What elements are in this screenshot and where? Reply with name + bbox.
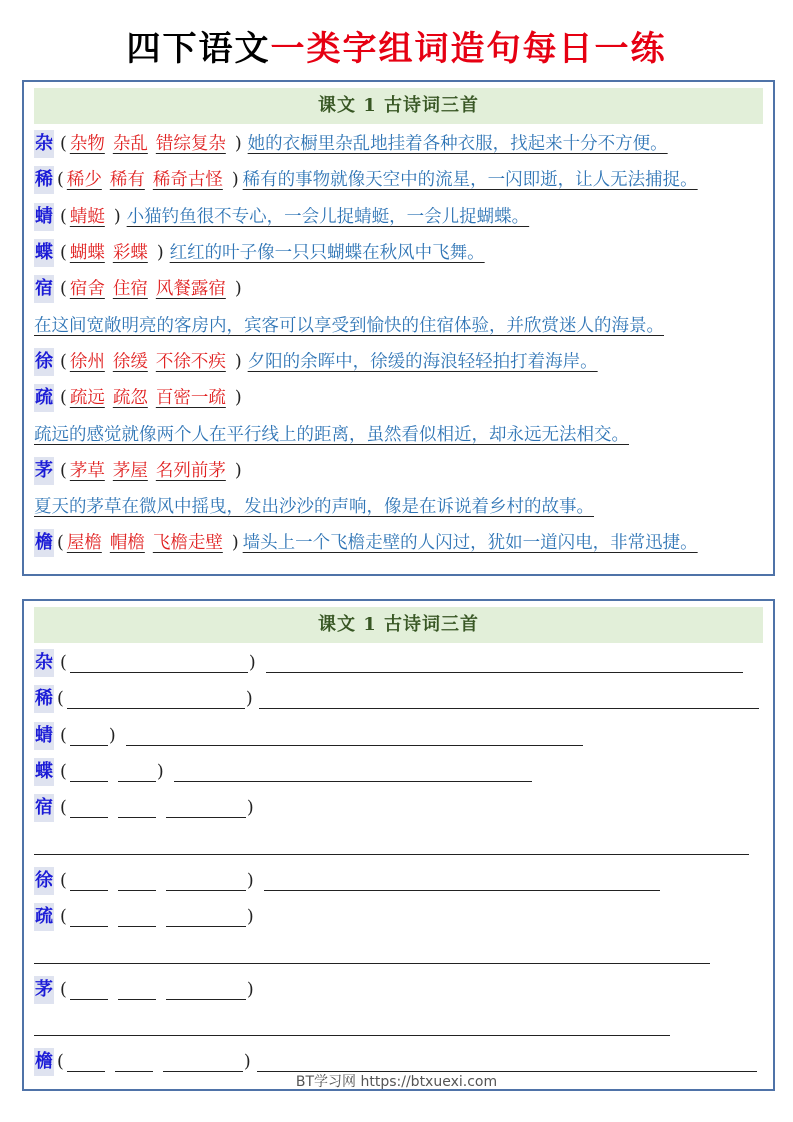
close-paren: ) bbox=[234, 460, 242, 481]
target-char: 檐 bbox=[34, 529, 54, 557]
watermark: BT学习网 https://btxuexi.com bbox=[295, 1074, 498, 1090]
open-paren: ( bbox=[60, 798, 67, 819]
word-blank[interactable] bbox=[118, 871, 156, 891]
word-blank[interactable] bbox=[70, 907, 108, 927]
word: 屋檐 bbox=[66, 533, 102, 554]
word-blank[interactable] bbox=[166, 871, 246, 891]
practice-row-qing bbox=[34, 718, 763, 754]
target-char: 宿 bbox=[34, 275, 54, 303]
example-sentence: 小猫钓鱼很不专心，一会儿捉蜻蜓，一会儿捉蝴蝶。 bbox=[126, 206, 530, 227]
target-char: 蜻 bbox=[34, 722, 54, 750]
target-char: 疏 bbox=[34, 384, 54, 412]
word: 不徐不疾 bbox=[155, 351, 226, 372]
word-blank[interactable] bbox=[166, 980, 246, 1000]
open-paren: ( bbox=[60, 351, 67, 372]
word: 蝴蝶 bbox=[69, 243, 105, 264]
open-paren: ( bbox=[60, 134, 67, 155]
sentence-blank[interactable] bbox=[34, 835, 749, 855]
practice-row-mao bbox=[34, 972, 763, 1008]
practice-row-su bbox=[34, 790, 763, 826]
answer-row-xi bbox=[34, 162, 763, 198]
answer-row-mao bbox=[34, 453, 763, 489]
target-char: 稀 bbox=[34, 166, 54, 194]
word: 住宿 bbox=[112, 279, 148, 300]
word-blank[interactable] bbox=[70, 798, 108, 818]
close-paren: ) bbox=[234, 351, 242, 372]
answer-row-su bbox=[34, 271, 763, 307]
close-paren: ) bbox=[231, 170, 239, 191]
target-char: 疏 bbox=[34, 903, 54, 931]
target-char: 蝶 bbox=[34, 758, 54, 786]
target-char: 徐 bbox=[34, 348, 54, 376]
close-paren: ) bbox=[234, 134, 242, 155]
close-paren: ) bbox=[248, 653, 256, 674]
word-blank[interactable] bbox=[115, 1052, 153, 1072]
open-paren: ( bbox=[57, 170, 64, 191]
word: 飞檐走壁 bbox=[152, 533, 223, 554]
word: 茅草 bbox=[69, 460, 105, 481]
target-char: 稀 bbox=[34, 685, 54, 713]
word-blank[interactable] bbox=[118, 980, 156, 1000]
answer-sentence-row-shu bbox=[34, 416, 763, 452]
words-blank[interactable] bbox=[67, 689, 245, 709]
title-grade: 四下语文 bbox=[126, 29, 271, 69]
answer-row-za bbox=[34, 126, 763, 162]
word: 徐州 bbox=[69, 351, 105, 372]
word: 彩蝶 bbox=[112, 243, 148, 264]
practice-sentence-row-mao bbox=[34, 1008, 763, 1044]
practice-row-die bbox=[34, 754, 763, 790]
word: 稀奇古怪 bbox=[152, 170, 223, 191]
close-paren: ) bbox=[246, 979, 254, 1000]
close-paren: ) bbox=[234, 388, 242, 409]
word: 杂物 bbox=[69, 134, 105, 155]
close-paren: ) bbox=[156, 243, 164, 264]
example-sentence: 在这间宽敞明亮的客房内，宾客可以享受到愉快的住宿体验，并欣赏迷人的海景。 bbox=[34, 315, 664, 336]
word: 风餐露宿 bbox=[155, 279, 226, 300]
sentence-blank[interactable] bbox=[34, 1016, 670, 1036]
open-paren: ( bbox=[60, 206, 67, 227]
open-paren: ( bbox=[57, 689, 64, 710]
close-paren: ) bbox=[243, 1052, 251, 1073]
open-paren: ( bbox=[60, 907, 67, 928]
target-char: 宿 bbox=[34, 794, 54, 822]
close-paren: ) bbox=[108, 725, 116, 746]
word-blank[interactable] bbox=[118, 907, 156, 927]
open-paren: ( bbox=[60, 279, 67, 300]
word: 疏远 bbox=[69, 388, 105, 409]
word-blank[interactable] bbox=[118, 798, 156, 818]
target-char: 徐 bbox=[34, 867, 54, 895]
example-sentence: 墙头上一个飞檐走壁的人闪过，犹如一道闪电，非常迅捷。 bbox=[242, 533, 698, 554]
example-sentence: 她的衣橱里杂乱地挂着各种衣服，找起来十分不方便。 bbox=[247, 134, 668, 155]
word-blank[interactable] bbox=[67, 1052, 105, 1072]
practice-panel bbox=[22, 599, 775, 1091]
practice-row-shu bbox=[34, 899, 763, 935]
sentence-blank[interactable] bbox=[266, 653, 743, 673]
close-paren: ) bbox=[231, 533, 239, 554]
sentence-blank[interactable] bbox=[257, 1052, 757, 1072]
sentence-blank[interactable] bbox=[174, 762, 532, 782]
word: 徐缓 bbox=[112, 351, 148, 372]
practice-row-za bbox=[34, 645, 763, 681]
page-title bbox=[0, 26, 793, 72]
answer-row-die bbox=[34, 235, 763, 271]
word-blank[interactable] bbox=[70, 980, 108, 1000]
word-blank[interactable] bbox=[70, 871, 108, 891]
word: 疏忽 bbox=[112, 388, 148, 409]
close-paren: ) bbox=[113, 206, 121, 227]
example-sentence: 红红的叶子像一只只蝴蝶在秋风中飞舞。 bbox=[169, 243, 485, 264]
practice-row-xu bbox=[34, 863, 763, 899]
open-paren: ( bbox=[60, 762, 67, 783]
word: 稀少 bbox=[66, 170, 102, 191]
word: 错综复杂 bbox=[155, 134, 226, 155]
word: 蜻蜓 bbox=[69, 206, 105, 227]
example-sentence: 夏天的茅草在微风中摇曳，发出沙沙的声响，像是在诉说着乡村的故事。 bbox=[34, 497, 594, 518]
target-char: 茅 bbox=[34, 976, 54, 1004]
practice-row-xi bbox=[34, 681, 763, 717]
close-paren: ) bbox=[246, 870, 254, 891]
sentence-blank[interactable] bbox=[34, 944, 710, 964]
title-topic: 一类字组词造句每日一练 bbox=[270, 29, 667, 69]
word: 百密一疏 bbox=[155, 388, 226, 409]
open-paren: ( bbox=[60, 460, 67, 481]
close-paren: ) bbox=[246, 798, 254, 819]
target-char: 杂 bbox=[34, 130, 54, 158]
open-paren: ( bbox=[60, 979, 67, 1000]
practice-sentence-row-su bbox=[34, 826, 763, 862]
answer-panel bbox=[22, 80, 775, 576]
word-blank[interactable] bbox=[166, 907, 246, 927]
word: 稀有 bbox=[109, 170, 145, 191]
word-blank[interactable] bbox=[163, 1052, 243, 1072]
target-char: 蜻 bbox=[34, 203, 54, 231]
practice-panel-heading: 课文 1 古诗词三首 bbox=[34, 607, 763, 643]
sentence-blank[interactable] bbox=[126, 726, 583, 746]
open-paren: ( bbox=[60, 653, 67, 674]
answer-row-yan bbox=[34, 525, 763, 561]
target-char: 茅 bbox=[34, 457, 54, 485]
word: 茅屋 bbox=[112, 460, 148, 481]
example-sentence: 夕阳的余晖中，徐缓的海浪轻轻拍打着海岸。 bbox=[247, 351, 598, 372]
answer-row-xu bbox=[34, 344, 763, 380]
answer-sentence-row-su bbox=[34, 307, 763, 343]
close-paren: ) bbox=[246, 907, 254, 928]
sentence-blank[interactable] bbox=[264, 871, 660, 891]
sentence-blank[interactable] bbox=[259, 689, 759, 709]
open-paren: ( bbox=[57, 533, 64, 554]
answer-sentence-row-mao bbox=[34, 489, 763, 525]
word-blank[interactable] bbox=[70, 762, 108, 782]
open-paren: ( bbox=[60, 870, 67, 891]
words-blank[interactable] bbox=[70, 726, 108, 746]
example-sentence: 稀有的事物就像天空中的流星，一闪即逝，让人无法捕捉。 bbox=[242, 170, 698, 191]
target-char: 杂 bbox=[34, 649, 54, 677]
word: 杂乱 bbox=[112, 134, 148, 155]
answer-panel-heading: 课文 1 古诗词三首 bbox=[34, 88, 763, 124]
target-char: 蝶 bbox=[34, 239, 54, 267]
open-paren: ( bbox=[60, 388, 67, 409]
word-blank[interactable] bbox=[166, 798, 246, 818]
close-paren: ) bbox=[234, 279, 242, 300]
answer-row-shu bbox=[34, 380, 763, 416]
practice-sentence-row-shu bbox=[34, 935, 763, 971]
example-sentence: 疏远的感觉就像两个人在平行线上的距离，虽然看似相近，却永远无法相交。 bbox=[34, 424, 629, 445]
close-paren: ) bbox=[245, 689, 253, 710]
word: 名列前茅 bbox=[155, 460, 226, 481]
word: 宿舍 bbox=[69, 279, 105, 300]
word: 帽檐 bbox=[109, 533, 145, 554]
target-char: 檐 bbox=[34, 1048, 54, 1076]
open-paren: ( bbox=[57, 1052, 64, 1073]
word-blank[interactable] bbox=[118, 762, 156, 782]
open-paren: ( bbox=[60, 725, 67, 746]
answer-row-qing bbox=[34, 199, 763, 235]
close-paren: ) bbox=[156, 762, 164, 783]
open-paren: ( bbox=[60, 243, 67, 264]
words-blank[interactable] bbox=[70, 653, 248, 673]
